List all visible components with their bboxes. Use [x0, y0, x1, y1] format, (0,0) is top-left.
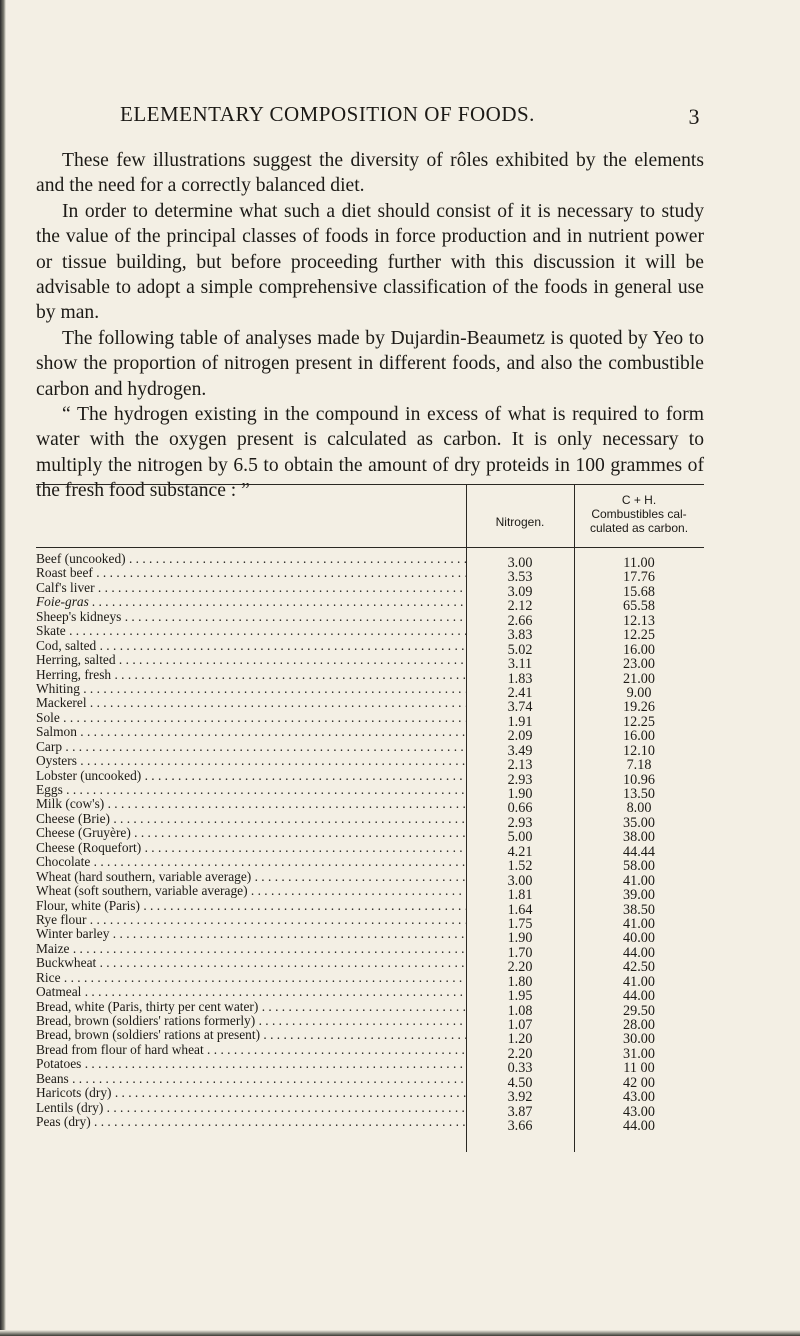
- food-name: Beef (uncooked) . . .: [36, 552, 466, 566]
- table-body: [36, 548, 704, 1135]
- table-row: [36, 970, 704, 990]
- table-row: [36, 552, 704, 571]
- nitrogen-value: 3.09: [507, 583, 533, 600]
- carbon-value: 40.00: [623, 930, 655, 947]
- table-row: [36, 1042, 704, 1062]
- carbon-value: 12.25: [623, 627, 655, 644]
- header-combustibles-line: Combustibles cal-: [591, 507, 687, 521]
- food-name: Whiting . . .: [36, 682, 466, 696]
- nitrogen-value: 3.53: [507, 569, 533, 586]
- food-name: Bread, brown (soldiers' rations at present) . . .: [36, 1028, 466, 1042]
- table-row: [36, 754, 704, 774]
- carbon-value: 11.00: [623, 555, 655, 571]
- table-row: [36, 696, 704, 716]
- table-row: [36, 1057, 704, 1077]
- food-name: Bread from flour of hard wheat . . .: [36, 1043, 466, 1057]
- table-row: [36, 1100, 704, 1120]
- table-row: [36, 869, 704, 889]
- nitrogen-value: 3.00: [507, 872, 533, 889]
- nitrogen-value: 1.08: [507, 1002, 533, 1019]
- nitrogen-value: 2.13: [507, 757, 533, 774]
- food-name: Cod, salted . . .: [36, 639, 466, 653]
- nitrogen-value: 3.92: [507, 1089, 533, 1106]
- food-name: Buckwheat . . .: [36, 956, 466, 970]
- nitrogen-value: 2.66: [507, 612, 533, 629]
- table-row: [36, 725, 704, 745]
- food-name: Skate . . .: [36, 624, 466, 638]
- carbon-value: 11 00: [623, 1060, 655, 1077]
- carbon-value: 44.00: [623, 988, 655, 1005]
- carbon-value: 58.00: [623, 858, 655, 875]
- table-row: [36, 681, 704, 701]
- food-name: Cheese (Brie) . . .: [36, 812, 466, 826]
- nitrogen-value: 3.87: [507, 1103, 533, 1120]
- food-name: Wheat (hard southern, variable average) . . .: [36, 870, 466, 884]
- nitrogen-value: 3.66: [507, 1118, 533, 1135]
- nitrogen-value: 1.64: [507, 901, 533, 918]
- table-row: [36, 739, 704, 759]
- nitrogen-value: 2.93: [507, 814, 533, 831]
- food-name: Beans . . .: [36, 1072, 466, 1086]
- carbon-value: 44.00: [623, 1118, 655, 1135]
- carbon-value: 29.50: [623, 1002, 655, 1019]
- carbon-value: 31.00: [623, 1045, 655, 1062]
- carbon-value: 35.00: [623, 814, 655, 831]
- carbon-value: 9.00: [626, 684, 652, 701]
- carbon-value: 38.00: [623, 829, 655, 846]
- table-row: [36, 783, 704, 802]
- carbon-value: 10.96: [623, 771, 655, 788]
- nitrogen-value: 1.52: [507, 858, 533, 875]
- food-name: Bread, white (Paris, thirty per cent water) . . .: [36, 1000, 466, 1014]
- carbon-value: 39.00: [623, 887, 655, 904]
- table-row: [36, 941, 704, 961]
- food-name: Peas (dry) . . .: [36, 1115, 466, 1129]
- table-row: [36, 797, 704, 817]
- food-name: Rice . . .: [36, 971, 466, 985]
- paragraph: These few illustrations suggest the diversity of rôles exhibited by the elements and the need for a correctly balanced diet.: [36, 150, 704, 197]
- food-name: Foie-gras . . .: [36, 595, 466, 609]
- analysis-table: [36, 484, 704, 1135]
- food-name: Oatmeal . . .: [36, 985, 466, 999]
- food-name: Haricots (dry) . . .: [36, 1086, 466, 1100]
- nitrogen-value: 1.90: [507, 930, 533, 947]
- food-name: Maize . . .: [36, 942, 466, 956]
- table-row: [36, 855, 704, 875]
- food-name: Roast beef . . .: [36, 566, 466, 580]
- nitrogen-value: 2.41: [507, 684, 533, 701]
- table-row: [36, 667, 704, 687]
- nitrogen-value: 1.90: [507, 786, 533, 802]
- carbon-value: 43.00: [623, 1103, 655, 1120]
- header-combustibles-line: C + H.: [621, 493, 657, 507]
- book-spine-edge: [0, 0, 6, 1336]
- carbon-value: 41.00: [623, 915, 655, 932]
- table-row: [36, 840, 704, 860]
- carbon-value: 12.25: [623, 713, 655, 730]
- nitrogen-value: 5.02: [507, 641, 533, 658]
- nitrogen-value: 1.83: [507, 670, 533, 687]
- food-name: Carp . . .: [36, 740, 466, 754]
- nitrogen-value: 1.20: [507, 1031, 533, 1048]
- table-row: [36, 985, 704, 1005]
- table-row: [36, 768, 704, 788]
- paragraph: The following table of analyses made by Dujardin-Beaumetz is quoted by Yeo to show the proportion of nitrogen present in different foods, and also the combustible carbon and hydrogen.: [36, 327, 704, 400]
- table-row: [36, 956, 704, 976]
- nitrogen-value: 3.00: [507, 555, 533, 571]
- food-name: Sheep's kidneys . . .: [36, 610, 466, 624]
- food-name: Mackerel . . .: [36, 696, 466, 710]
- food-name: Sole . . .: [36, 711, 466, 725]
- carbon-value: 42 00: [623, 1074, 655, 1091]
- nitrogen-value: 2.20: [507, 959, 533, 976]
- table-row: [36, 653, 704, 673]
- carbon-value: 38.50: [623, 901, 655, 918]
- table-row: [36, 638, 704, 658]
- food-name: Oysters . . .: [36, 754, 466, 768]
- nitrogen-value: 3.11: [507, 656, 533, 673]
- carbon-value: 44.00: [623, 944, 655, 961]
- nitrogen-value: 5.00: [507, 829, 533, 846]
- food-name: Cheese (Roquefort) . . .: [36, 841, 466, 855]
- carbon-value: 13.50: [623, 786, 655, 802]
- nitrogen-value: 1.70: [507, 944, 533, 961]
- table-row: [36, 566, 704, 586]
- table-row: [36, 580, 704, 600]
- carbon-value: 12.13: [623, 612, 655, 629]
- carbon-value: 21.00: [623, 670, 655, 687]
- body-text: [36, 148, 704, 504]
- header-nitrogen: Nitrogen.: [495, 515, 545, 529]
- table-row: [36, 898, 704, 918]
- header-combustibles: [574, 493, 704, 535]
- table-row: [36, 999, 704, 1019]
- table-row: [36, 884, 704, 904]
- food-name: Chocolate . . .: [36, 855, 466, 869]
- food-name: Salmon . . .: [36, 725, 466, 739]
- carbon-value: 12.10: [623, 742, 655, 759]
- nitrogen-value: 4.21: [507, 843, 533, 860]
- nitrogen-value: 0.66: [507, 800, 533, 817]
- table-row: [36, 912, 704, 932]
- carbon-value: 17.76: [623, 569, 655, 586]
- nitrogen-value: 3.83: [507, 627, 533, 644]
- page-number: 3: [688, 104, 700, 129]
- nitrogen-value: 0.33: [507, 1060, 533, 1077]
- nitrogen-value: 2.09: [507, 728, 533, 745]
- table-row: [36, 609, 704, 629]
- table-row: [36, 624, 704, 644]
- carbon-value: 19.26: [623, 699, 655, 716]
- table-row: [36, 595, 704, 615]
- food-name: Potatoes . . .: [36, 1057, 466, 1071]
- carbon-value: 23.00: [623, 656, 655, 673]
- food-name: Winter barley . . .: [36, 927, 466, 941]
- paragraph: In order to determine what such a diet should consist of it is necessary to study the value of the principal classes of foods in force production and in nutrient power or tissue building, but before proceeding further with this discussion it will be advisable to adopt a simple comprehensive classification of the foods in general use by man.: [36, 200, 704, 324]
- carbon-value: 65.58: [623, 598, 655, 615]
- nitrogen-value: 1.91: [507, 713, 533, 730]
- carbon-value: 43.00: [623, 1089, 655, 1106]
- table-row: [36, 1086, 704, 1106]
- table-row: [36, 811, 704, 831]
- food-name: Wheat (soft southern, variable average) . . .: [36, 884, 466, 898]
- food-name: Bread, brown (soldiers' rations formerly) . . .: [36, 1014, 466, 1028]
- nitrogen-value: 1.80: [507, 973, 533, 990]
- nitrogen-value: 2.20: [507, 1045, 533, 1062]
- carbon-value: 16.00: [623, 728, 655, 745]
- carbon-value: 42.50: [623, 959, 655, 976]
- nitrogen-value: 1.07: [507, 1017, 533, 1033]
- table-row: [36, 1014, 704, 1033]
- carbon-value: 15.68: [623, 583, 655, 600]
- nitrogen-value: 3.74: [507, 699, 533, 716]
- table-row: [36, 1071, 704, 1091]
- carbon-value: 28.00: [623, 1017, 655, 1033]
- nitrogen-value: 1.95: [507, 988, 533, 1005]
- food-name: Lentils (dry) . . .: [36, 1101, 466, 1115]
- page-bottom-edge: [0, 1330, 800, 1336]
- nitrogen-value: 3.49: [507, 742, 533, 759]
- carbon-value: 30.00: [623, 1031, 655, 1048]
- table-header: [36, 485, 704, 547]
- nitrogen-value: 4.50: [507, 1074, 533, 1091]
- nitrogen-value: 1.75: [507, 915, 533, 932]
- food-name: Herring, salted . . .: [36, 653, 466, 667]
- table-row: [36, 927, 704, 947]
- nitrogen-value: 2.93: [507, 771, 533, 788]
- food-name: Rye flour . . .: [36, 913, 466, 927]
- food-name: Eggs . . .: [36, 783, 466, 797]
- nitrogen-value: 1.81: [507, 887, 533, 904]
- table-row: [36, 1028, 704, 1048]
- carbon-value: 16.00: [623, 641, 655, 658]
- carbon-value: 8.00: [626, 800, 652, 817]
- table-row: [36, 710, 704, 730]
- food-name: Milk (cow's) . . .: [36, 797, 466, 811]
- header-combustibles-line: culated as carbon.: [589, 521, 689, 535]
- table-row: [36, 826, 704, 846]
- nitrogen-value: 2.12: [507, 598, 533, 615]
- carbon-value: 41.00: [623, 872, 655, 889]
- table-row: [36, 1115, 704, 1135]
- paragraph: “ The hydrogen existing in the compound in excess of what is required to form water with the oxygen present is calculated as carbon. It is only necessary to multiply the nitrogen by 6.5 to obtain the amount of dry proteids in 100 grammes of the fresh food substance : ”: [36, 404, 704, 502]
- food-name: Lobster (uncooked) . . .: [36, 769, 466, 783]
- food-name: Calf's liver . . .: [36, 581, 466, 595]
- food-name: Herring, fresh . . .: [36, 668, 466, 682]
- food-name: Cheese (Gruyère) . . .: [36, 826, 466, 840]
- running-head-title: ELEMENTARY COMPOSITION OF FOODS.: [120, 102, 535, 126]
- carbon-value: 41.00: [623, 973, 655, 990]
- carbon-value: 44.44: [623, 843, 655, 860]
- carbon-value: 7.18: [626, 757, 652, 774]
- food-name: Flour, white (Paris) . . .: [36, 899, 466, 913]
